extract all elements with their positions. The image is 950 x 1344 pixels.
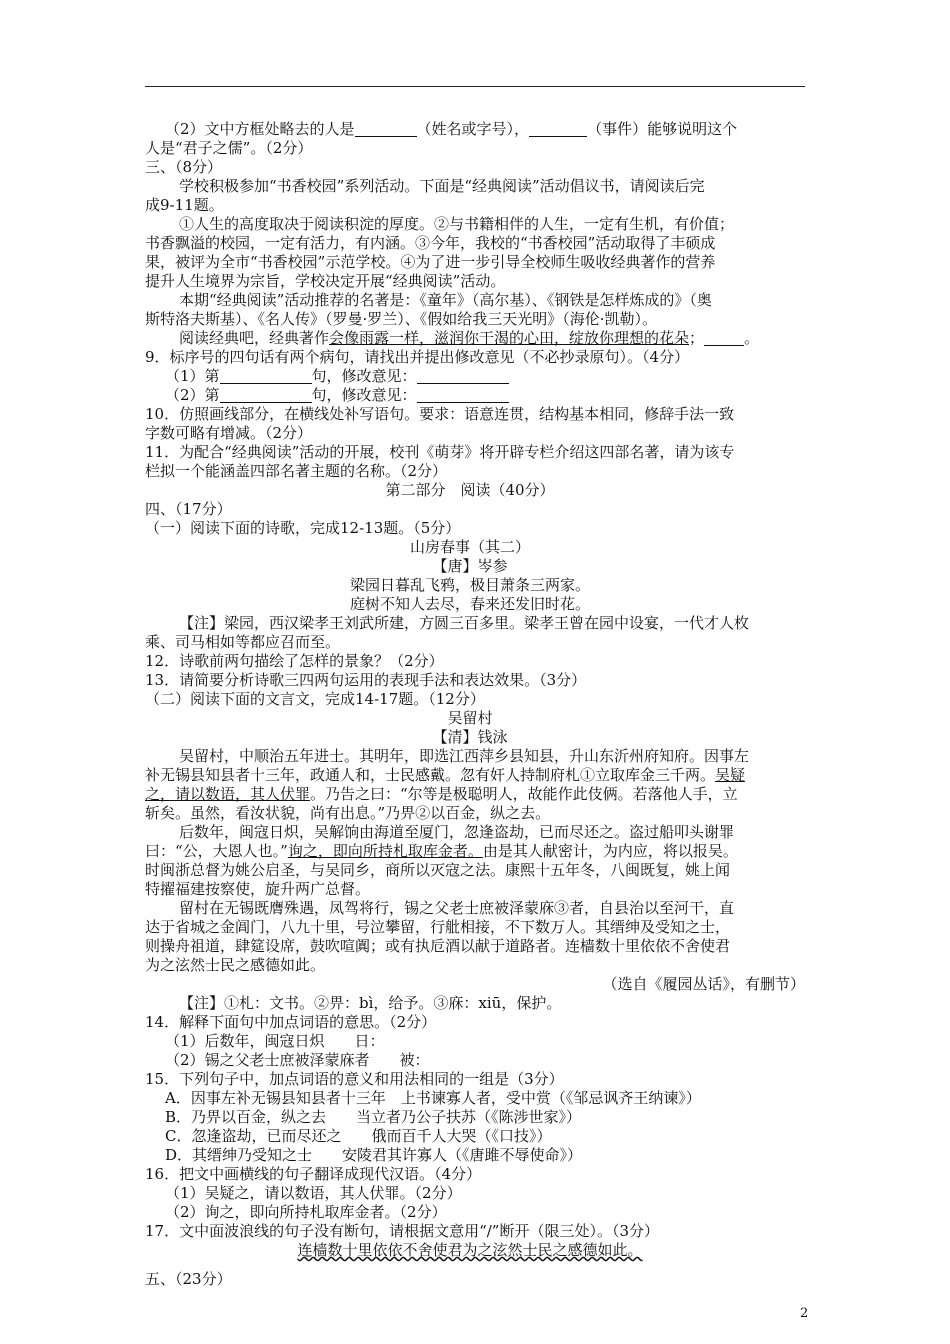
prose-line: 则操舟祖道，肆筵设席，鼓吹喧阗；或有执卮酒以献于道路者。连樯数十里依依不舍使君: [145, 937, 731, 955]
poem-author: 【唐】岑参: [432, 557, 508, 575]
answer-blank[interactable]: [220, 368, 312, 384]
paragraph-line: 本期“经典阅读”活动推荐的名著是：《童年》（高尔基）、《钢铁是怎样炼成的》（奥: [179, 291, 712, 309]
header-rule: [145, 86, 805, 87]
section-heading: 五、（23分）: [145, 1270, 232, 1288]
option-line: A．因事左补无锡县知县者十三年 上书谏寡人者，受中赏（《邹忌讽齐王纳谏》）: [165, 1089, 701, 1107]
prose-text: 补无锡县知县者十三年，政通人和，士民感戴。忽有奸人持制府札①立取库金三千两。: [145, 766, 716, 784]
underlined-phrase: 会像雨露一样，滋润你干渴的心田，绽放你理想的花朵: [329, 329, 690, 347]
question-text: （2）第: [165, 386, 220, 404]
question-line: 11．为配合“经典阅读”活动的开展，校刊《萌芽》将开辟专栏介绍这四部名著，请为该专: [145, 443, 735, 461]
note-line: 乘、司马相如等都应召而至。: [145, 633, 341, 651]
question-line: （1）吴疑之，请以数语，其人伏罪。（2分）: [165, 1184, 462, 1202]
question-line: [145, 367, 815, 386]
underlined-sentence: 询之，即向所持札取库金者。: [287, 842, 483, 860]
prose-line: 后数年，闽寇日炽，吴解饷由海道至厦门，忽逢盗劫，已而尽还之。盗过船叩头谢罪: [179, 823, 735, 841]
question-line: 栏拟一个能涵盖四部名著主题的名称。（2分）: [145, 462, 448, 480]
underlined-sentence: 吴疑: [715, 766, 746, 784]
option-line: B．乃畀以百金，纵之去 当立者乃公子扶苏（《陈涉世家》）: [165, 1108, 582, 1126]
question-line: 15．下列句子中，加点词语的意义和用法相同的一组是（3分）: [145, 1070, 564, 1088]
question-text: （事件）能够说明这个: [587, 120, 738, 138]
poem-line: 庭树不知人去尽，春来还发旧时花。: [349, 595, 590, 613]
poem-title: 山房春事（其二）: [409, 538, 530, 556]
prose-line: 时闽浙总督为姚公启圣，与吴同乡，商所以灭寇之法。康熙十五年冬，八闽既复，姚上闻: [145, 861, 731, 879]
paragraph-line: 成9-11题。: [145, 196, 224, 214]
wavy-sentence: [145, 1241, 815, 1260]
answer-blank[interactable]: [529, 121, 587, 137]
prose-line: 斩矣。虽然，看汝状貌，尚有出息。”乃畀②以百金，纵之去。: [145, 804, 551, 822]
option-line: D．其缙绅乃受知之士 安陵君其许寡人（《唐雎不辱使命》）: [165, 1146, 583, 1164]
page-number: 2: [800, 1306, 809, 1321]
paragraph-line: 书香飘溢的校园，一定有活力，有内涵。③今年，我校的“书香校园”活动取得了丰硕成: [145, 234, 716, 252]
question-line: （2）询之，即向所持札取库金者。（2分）: [165, 1203, 447, 1221]
question-line: （2）锡之父老士庶被泽蒙庥者 被：: [165, 1051, 430, 1069]
option-line: C．忽逢盗劫，已而尽还之 俄而百千人大哭（《口技》）: [165, 1127, 552, 1145]
paragraph-text: ；: [689, 329, 705, 347]
answer-blank[interactable]: [704, 330, 744, 346]
prose-author: 【清】钱泳: [432, 728, 508, 746]
section-heading: 三、（8分）: [145, 158, 223, 176]
question-text: （1）第: [165, 367, 220, 385]
prose-line: 达于省城之金阊门，八九十里，号泣攀留，行舭相接，不下数万人。其缙绅及受知之士，: [145, 918, 731, 936]
question-line: 14．解释下面句中加点词语的意思。（2分）: [145, 1013, 437, 1031]
prose-text: 。乃告之曰：“尔等是极聪明人，故能作此伎俩。若落他人手，立: [310, 785, 738, 803]
wavy-text: 连樯数十里依依不舍使君为之泫然士民之感德如此。: [297, 1241, 643, 1259]
prose-text: 曰：“公，大恩人也。”: [145, 842, 288, 860]
prose-text: 由是其人献密计，为内应，将以报吴。: [482, 842, 738, 860]
paragraph-line: 提升人生境界为宗旨，学校决定开展“经典阅读”活动。: [145, 272, 506, 290]
prose-line: 留村在无锡既膺殊遇，凤驾将行，锡之父老士庶被泽蒙庥③者，自县治以至河干，直: [179, 899, 735, 917]
note-line: 【注】①札：文书。②畀：bì，给予。③庥：xiū，保护。: [179, 994, 562, 1012]
source-citation: （选自《履园丛话》，有删节）: [602, 975, 805, 993]
question-line: 16．把文中画横线的句子翻译成现代汉语。（4分）: [145, 1165, 482, 1183]
paragraph-text: 。: [744, 329, 760, 347]
part-heading: 第二部分 阅读（40分）: [385, 481, 555, 499]
answer-blank[interactable]: [417, 368, 509, 384]
answer-blank[interactable]: [220, 387, 312, 403]
question-line: [145, 386, 815, 405]
question-line: 9．标序号的四句话有两个病句，请找出并提出修改意见（不必抄录原句）。（4分）: [145, 348, 690, 366]
paragraph-line: [145, 329, 815, 348]
exam-page-content: [145, 120, 815, 1289]
prose-line: 特擢福建按察使，旋升两广总督。: [145, 880, 371, 898]
answer-blank[interactable]: [417, 387, 509, 403]
paragraph-line: 斯特洛夫斯基）、《名人传》（罗曼·罗兰）、《假如给我三天光明》（海伦·凯勒）。: [145, 310, 658, 328]
prose-line: [145, 785, 815, 804]
answer-blank[interactable]: [355, 121, 417, 137]
prose-title: 吴留村: [447, 709, 493, 727]
prose-line: [145, 766, 815, 785]
prose-line: [145, 842, 815, 861]
question-line: [145, 120, 815, 139]
question-line: 10．仿照画线部分，在横线处补写语句。要求：语意连贯，结构基本相同，修辞手法一致: [145, 405, 735, 423]
subsection-heading: （二）阅读下面的文言文，完成14-17题。（12分）: [145, 690, 485, 708]
question-text: 句，修改意见：: [311, 367, 417, 385]
section-heading: 四、（17分）: [145, 500, 232, 518]
subsection-heading: （一）阅读下面的诗歌，完成12-13题。（5分）: [145, 519, 461, 537]
note-line: 【注】梁园，西汉梁孝王刘武所建，方圆三百多里。梁孝王曾在园中设宴，一代才人枚: [179, 614, 750, 632]
poem-line: 梁园日暮乱飞鸦，极目萧条三两家。: [349, 576, 590, 594]
paragraph-line: 学校积极参加“书香校园”系列活动。下面是“经典阅读”活动倡议书，请阅读后完: [179, 177, 705, 195]
question-text: 句，修改意见：: [311, 386, 417, 404]
paragraph-line: ①人生的高度取决于阅读积淀的厚度。②与书籍相伴的人生，一定有生机，有价值；: [179, 215, 735, 233]
question-line: 13．请简要分析诗歌三四两句运用的表现手法和表达效果。（3分）: [145, 671, 587, 689]
question-line: 17．文中面波浪线的句子没有断句，请根据文意用“/”断开（限三处）。（3分）: [145, 1222, 660, 1240]
prose-line: 为之泫然士民之感德如此。: [145, 956, 326, 974]
question-text: （姓名或字号），: [416, 120, 530, 138]
paragraph-text: 阅读经典吧，经典著作: [179, 329, 330, 347]
underlined-sentence: 之，请以数语，其人伏罪: [145, 785, 311, 803]
question-line: 字数可略有增减。（2分）: [145, 424, 313, 442]
paragraph-line: 果，被评为全市“书香校园”示范学校。④为了进一步引导全校师生吸收经典著作的营养: [145, 253, 716, 271]
question-text: （2）文中方框处略去的人是: [165, 120, 355, 138]
question-line: 人是“君子之儒”。（2分）: [145, 139, 313, 157]
prose-line: 吴留村，中顺治五年进士。其明年，即选江西萍乡县知县，升山东沂州府知府。因事左: [179, 747, 750, 765]
question-line: 12．诗歌前两句描绘了怎样的景象？（2分）: [145, 652, 444, 670]
question-line: （1）后数年，闽寇日炽 日：: [165, 1032, 385, 1050]
